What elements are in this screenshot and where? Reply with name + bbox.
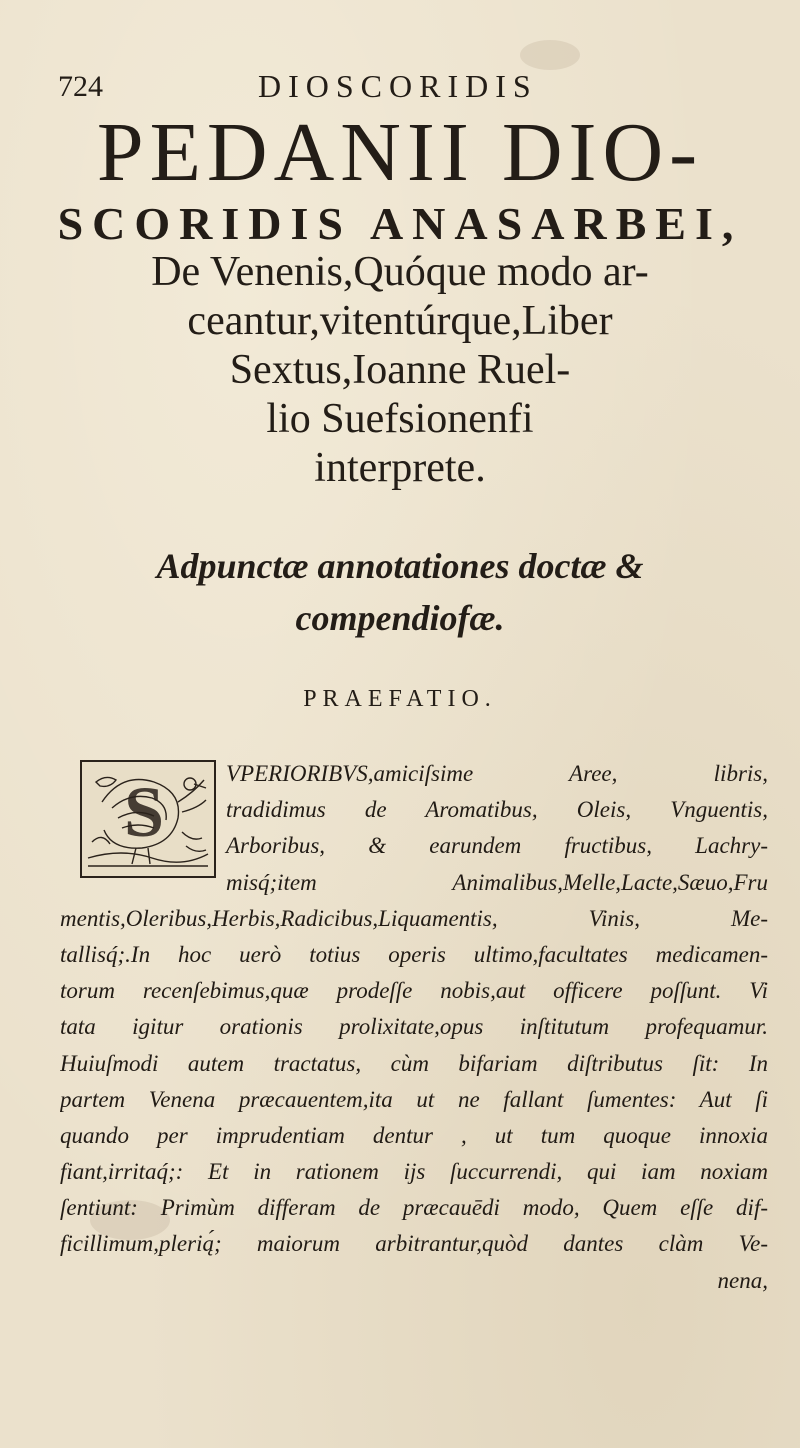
running-head	[0, 68, 800, 108]
text-line: Arboribus, & earundem fructibus, Lachry-	[226, 833, 768, 859]
preface-text	[60, 756, 768, 1299]
text-line: partem Venena præcauentem,ita ut ne fallant ſumentes: Aut ſi	[60, 1086, 768, 1112]
paper-stain	[520, 40, 580, 70]
title-block	[0, 248, 800, 493]
catchword: nena,	[717, 1267, 768, 1293]
text-line: misq́;item Animalibus,Melle,Lacte,Sæuo,Fru	[226, 869, 768, 895]
title-line: De Venenis,Quóque modo ar-	[151, 249, 649, 295]
text-line: Huiuſmodi autem tractatus, cùm bifariam diſtributus ſit: In	[60, 1050, 768, 1076]
annotations-line: Adpunctæ annotationes doctæ &	[156, 546, 644, 586]
text-line: tata igitur orationis prolixitate,opus inſtitutum profequamur.	[60, 1014, 768, 1040]
title-line: Sextus,Ioanne Ruel-	[229, 347, 571, 393]
annotations-heading	[0, 540, 800, 644]
title-line: lio Suefsionenfi	[266, 396, 534, 442]
initial-letter: S	[123, 772, 165, 852]
text-line: mentis,Oleribus,Herbis,Radicibus,Liquamentis, Vinis, Me-	[60, 905, 768, 931]
text-line: ſentiunt: Primùm differam de præcauēdi modo, Quem eſſe dif-	[60, 1195, 768, 1221]
running-title: DIOSCORIDIS	[258, 68, 538, 104]
text-line: torum recenſebimus,quæ prodeſſe nobis,aut officere poſſunt. Vi	[60, 978, 768, 1004]
text-line: tallisq́;.In hoc uerò totius operis ultimo,facultates medicamen-	[60, 941, 768, 967]
text-line: fiant,irritaq́;: Et in rationem ijs ſuccurrendi, qui iam noxiam	[60, 1159, 768, 1185]
section-heading: PRAEFATIO.	[303, 686, 497, 712]
title-line-1: PEDANII DIO-	[96, 106, 704, 199]
title-line-2: SCORIDIS ANASARBEI,	[57, 198, 743, 249]
page-number: 724	[58, 70, 103, 103]
annotations-line: compendiofæ.	[295, 598, 505, 638]
text-line: VPERIORIBVS,amiciſsime Aree, libris,	[226, 761, 768, 786]
title-line: ceantur,vitentúrque,Liber	[187, 298, 613, 344]
text-line: quando per imprudentiam dentur , ut tum quoque innoxia	[60, 1122, 768, 1148]
title-line: interprete.	[314, 445, 486, 491]
text-line: ficillimum,plerią́; maiorum arbitrantur,quòd dantes clàm Ve-	[60, 1231, 768, 1257]
text-line: tradidimus de Aromatibus, Oleis, Vnguentis,	[226, 797, 768, 823]
